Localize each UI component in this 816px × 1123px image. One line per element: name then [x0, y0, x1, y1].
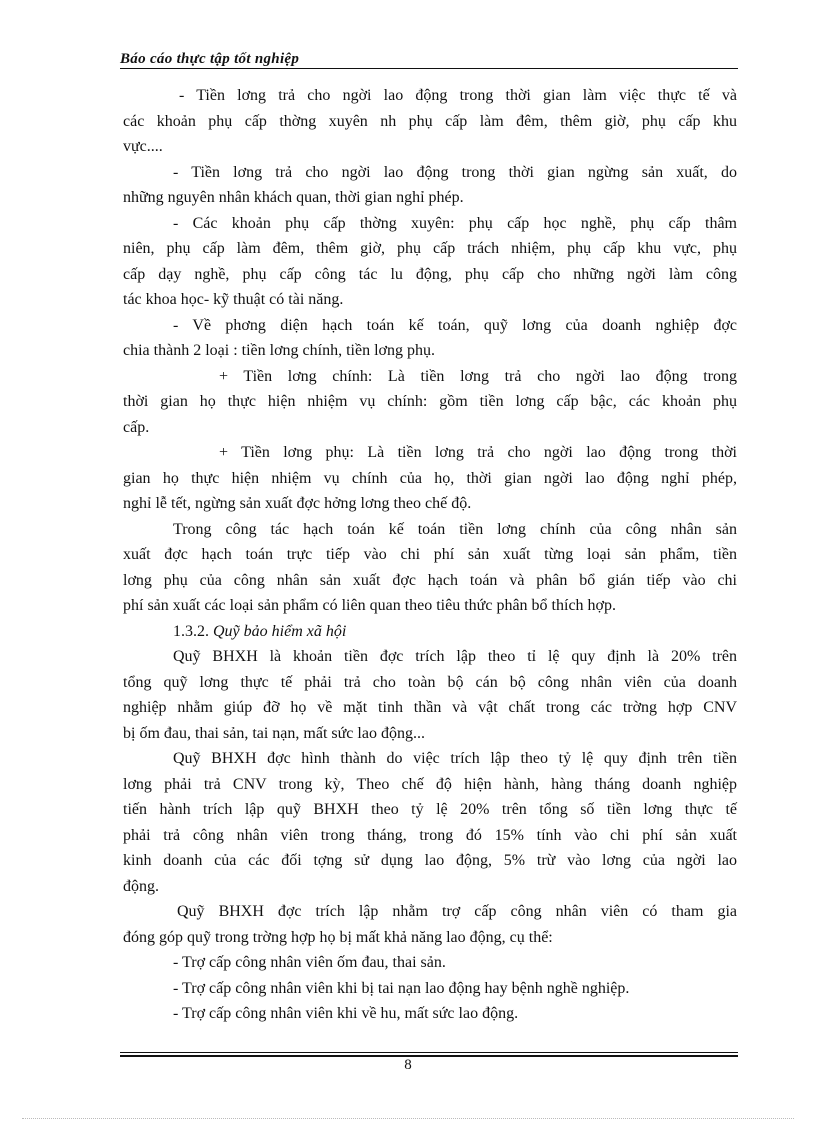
paragraph: [123, 950, 737, 976]
paragraph-line: Quỹ BHXH đợc hình thành do việc trích lập theo tỷ lệ quy định trên tiền: [173, 750, 737, 767]
paragraph-line: - Trợ cấp công nhân viên ốm đau, thai sản.: [173, 954, 446, 971]
section-number: 1.3.2.: [173, 622, 209, 640]
paragraph-line: nghiệp nhằm giúp đỡ họ về mặt tinh thần và vật chất trong các trờng hợp CNV: [123, 699, 737, 716]
paragraph-line: những nguyên nhân khách quan, thời gian nghỉ phép.: [123, 189, 464, 206]
body-section-2: [123, 644, 737, 1027]
paragraph: [123, 364, 737, 441]
page-edge-divider: [22, 1118, 794, 1119]
paragraph: [123, 211, 737, 313]
header-title: Báo cáo thực tập tốt nghiệp: [120, 51, 300, 67]
paragraph-line: - Trợ cấp công nhân viên khi về hu, mất sức lao động.: [173, 1005, 519, 1022]
paragraph: [123, 746, 737, 899]
body-section-1: [123, 83, 737, 619]
paragraph-line: thời gian họ thực hiện nhiệm vụ chính: gồm tiền lơng cấp bậc, các khoản phụ: [123, 393, 737, 410]
paragraph: [123, 313, 737, 364]
paragraph-line: cấp.: [123, 418, 150, 436]
document-body: [123, 83, 737, 1027]
paragraph-line: đóng góp quỹ trong trờng hợp họ bị mất khả năng lao động, cụ thể:: [123, 928, 553, 946]
paragraph-line: tác khoa học- kỹ thuật có tài năng.: [123, 291, 344, 308]
paragraph-line: + Tiền lơng chính: Là tiền lơng trả cho ngời lao động trong: [219, 367, 737, 385]
paragraph-line: Quỹ BHXH đợc trích lập nhằm trợ cấp công nhân viên có tham gia: [177, 903, 737, 920]
paragraph-line: động.: [123, 877, 159, 895]
paragraph-line: - Tiền lơng trả cho ngời lao động trong thời gian ngừng sản xuất, do: [173, 163, 737, 181]
header-rule: [120, 68, 738, 69]
paragraph-line: bị ốm đau, thai sản, tai nạn, mất sức lao động...: [123, 724, 425, 742]
paragraph-line: cấp dạy nghề, phụ cấp công tác lu động, phụ cấp cho những ngời làm công: [123, 265, 737, 283]
paragraph-line: xuất đợc hạch toán trực tiếp vào chi phí sản xuất từng loại sản phẩm, tiền: [123, 546, 737, 563]
paragraph: [123, 899, 737, 950]
paragraph: [123, 976, 737, 1002]
paragraph: [123, 160, 737, 211]
paragraph-line: vực....: [123, 138, 163, 155]
section-title: Quỹ bảo hiểm xã hội: [213, 622, 347, 640]
paragraph: [123, 517, 737, 619]
paragraph-line: Quỹ BHXH là khoản tiền đợc trích lập theo tỉ lệ quy định là 20% trên: [173, 648, 737, 665]
paragraph: [123, 440, 737, 517]
section-heading: [123, 619, 737, 645]
paragraph-line: phải trả công nhân viên trong tháng, trong đó 15% tính vào chi phí sản xuất: [123, 826, 737, 844]
paragraph-line: chia thành 2 loại : tiền lơng chính, tiền lơng phụ.: [123, 342, 435, 359]
paragraph-line: các khoản phụ cấp thờng xuyên nh phụ cấp làm đêm, thêm giờ, phụ cấp khu: [123, 112, 737, 130]
paragraph-line: - Về phơng diện hạch toán kế toán, quỹ lơng của doanh nghiệp đợc: [173, 316, 737, 334]
paragraph-line: lơng phải trả CNV trong kỳ, Theo chế độ hiện hành, hàng tháng doanh nghiệp: [123, 775, 737, 793]
paragraph-line: niên, phụ cấp làm đêm, thêm giờ, phụ cấp trách nhiệm, phụ cấp khu vực, phụ: [123, 240, 737, 257]
paragraph-line: kinh doanh của các đối tợng sử dụng lao động, 5% trừ vào lơng của ngời lao: [123, 852, 737, 869]
paragraph-line: + Tiền lơng phụ: Là tiền lơng trả cho ngời lao động trong thời: [219, 444, 737, 461]
paragraph-line: - Tiền lơng trả cho ngời lao động trong thời gian làm việc thực tế và: [179, 87, 737, 104]
page-header: [120, 50, 738, 68]
paragraph: [123, 644, 737, 746]
footer-rule: [120, 1052, 738, 1053]
paragraph-line: tiến hành trích lập quỹ BHXH theo tỷ lệ 20% trên tổng số tiền lơng thực tế: [123, 801, 737, 818]
paragraph-line: - Trợ cấp công nhân viên khi bị tai nạn lao động hay bệnh nghề nghiệp.: [173, 979, 630, 997]
paragraph-line: Trong công tác hạch toán kế toán tiền lơng chính của công nhân sản: [173, 520, 737, 538]
paragraph-line: nghỉ lễ tết, ngừng sản xuất đợc hởng lơng theo chế độ.: [123, 495, 472, 512]
paragraph-line: tổng quỹ lơng thực tế phải trả cho toàn bộ cán bộ công nhân viên của doanh: [123, 673, 737, 691]
paragraph: [123, 83, 737, 160]
page-number: 8: [404, 1057, 412, 1073]
paragraph: [123, 1001, 737, 1027]
paragraph-line: lơng phụ của công nhân sản xuất đợc hạch toán và phân bổ gián tiếp vào chi: [123, 571, 737, 589]
paragraph-line: phí sản xuất các loại sản phẩm có liên quan theo tiêu thức phân bổ thích hợp.: [123, 597, 616, 614]
paragraph-line: gian họ thực hiện nhiệm vụ chính của họ, thời gian ngời lao động nghỉ phép,: [123, 469, 737, 487]
paragraph-line: - Các khoản phụ cấp thờng xuyên: phụ cấp học nghề, phụ cấp thâm: [173, 214, 737, 232]
